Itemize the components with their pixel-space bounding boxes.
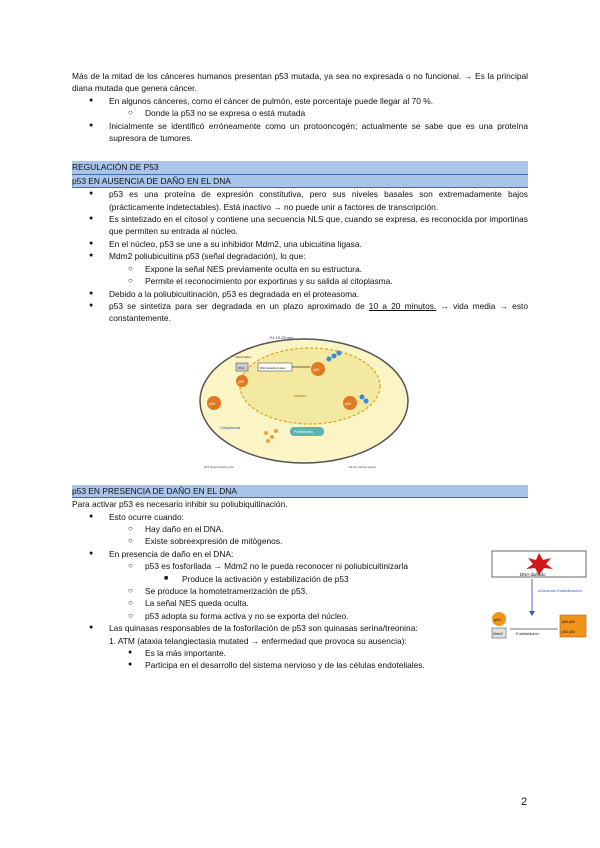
tetramer-label: p53 p53 [562,630,575,634]
cytoplasm-label: Citoplasma [220,424,241,430]
phos-label: Fosforilación [516,631,539,636]
list-item: ○ Permite el reconocimiento por exportinas y su salida al citoplasma. [72,275,528,287]
list-item: ● Debido a la poliubicuitinación, p53 es degradada en el proteasoma. [72,288,528,300]
arrow-head-icon [529,611,535,616]
binding-label: DNA attached sites [260,365,286,370]
legend-right: mdm2 nuclear export [348,464,377,469]
numbered-item: 1. ATM (ataxia telangiectasia mutated → enfermedad que provoca su ausencia): [109,635,407,646]
figure-svg [198,331,410,471]
regulation-list [72,188,528,324]
list-item: ○ Expone la señal NES previamente oculta en su estructura. [72,263,528,275]
fragment [266,439,270,443]
p53-label: p53 [494,617,501,622]
p53-degradation-figure [198,331,410,471]
list-item: ○ Donde la p53 no se expresa o está mutada [72,107,528,119]
list-item: ○ p53 es fosforilada → Mdm2 no le pueda reconocer ni poliubicuitinizarla [72,560,528,572]
activation-label: Activación Estabilización [538,588,582,593]
fragment [274,429,278,433]
mdm2-label: Mdm2 [493,632,503,636]
ubiquitin [327,356,332,361]
legend-left: p53 target binding site [204,464,234,469]
intro-paragraph: Más de la mitad de los cánceres humanos presentan p53 mutada, ya sea no expresada o no funcional. → Es la principal diana mutada que genera cáncer. [72,71,528,94]
list-item: ○ Se produce la homotetramerización de p53. [72,585,528,597]
list-item: ● Es la más importante. [72,647,528,659]
paragraph: Para activar p53 es necesario inhibir su poliubiquitinación. [72,499,288,510]
intro-list [72,95,528,145]
list-item: ● Participa en el desarrollo del sistema nervioso y de las células endoteliales. [72,659,528,671]
dna-box-label: DNA [238,365,245,370]
halflife-text-end: → vida media → esto constantemente. [109,300,529,324]
list-item: ○ Existe sobreexpresión de mitógenos. [72,535,528,547]
list-item: ● p53 es una proteína de expresión constitutiva, pero sus niveles basales son extremadamente bajos (prácticamente indetectables). Está inactivo → no puede unir a factores de transcripción. [72,188,528,213]
tetramer-label: p53 p53 [562,620,575,624]
list-item: ● En el núcleo, p53 se une a su inhibidor Mdm2, una ubicuitina ligasa. [72,238,528,250]
transcription-note: transcription [235,354,252,359]
top-label: t½ 10-20 min [270,334,294,340]
list-item: ● En algunos cánceres, como el cáncer de pulmón, este porcentaje puede llegar al 70 %. [72,95,528,107]
fragment [264,431,268,435]
list-item: ■ Produce la activación y estabilización de p53 [72,573,528,585]
list-item: ● Las quinasas responsables de la fosforilación de p53 son quinasas serina/treonina: [72,622,528,634]
ubiquitin [332,353,337,358]
p53-label: p53 [209,401,215,406]
p53-label: p53 [345,401,351,406]
section-heading: REGULACIÓN DE P53 [72,161,528,174]
list-item: ○ La señal NES queda oculta. [72,597,528,609]
section-subheading: p53 EN PRESENCIA DE DAÑO EN EL DNA [72,485,528,498]
ubiquitin [337,350,342,355]
nucleus-label: Núcleo [294,392,307,398]
section-subheading: p53 EN AUSENCIA DE DAÑO EN EL DNA [72,175,528,188]
list-item: ● Es sintetizado en el citosol y contiene una secuencia NLS que, cuando se expresa, es reconocida por importinas que permiten su entrada al núcleo. [72,213,528,238]
list-item: ● Esto ocurre cuando: [72,511,528,523]
ubiquitin [360,394,365,399]
halflife-text: p53 se sintetiza para ser degradada en un plazo aproximado de [109,300,369,311]
damage-label: DNA dañado [520,572,546,577]
list-item: ● Inicialmente se identificó erróneamente como un protooncogén; actualmente se sabe que es una proteína supresora de tumores. [72,120,528,145]
list-item: ● En presencia de daño en el DNA: [72,548,528,560]
document-body [72,70,528,672]
side-figure-svg [490,549,588,661]
proteasome-label: Proteasoma [294,429,313,434]
fragment [270,435,274,439]
p53-label: p53 [238,379,244,384]
halflife-underlined: 10 a 20 minutos. [368,300,437,311]
list-item: ● Mdm2 poliubicuitina p53 (señal degradación), lo que: [72,250,528,262]
p53-label: p53 [313,367,319,372]
damage-list [72,511,528,672]
nucleus [240,348,380,424]
page-number: 2 [521,796,528,808]
ubiquitin [364,398,369,403]
p53-activation-figure [490,549,588,661]
list-item: ○ Hay daño en el DNA. [72,523,528,535]
list-item: ○ p53 adopta su forma activa y no se exporta del núcleo. [72,610,528,622]
list-item [72,300,528,325]
